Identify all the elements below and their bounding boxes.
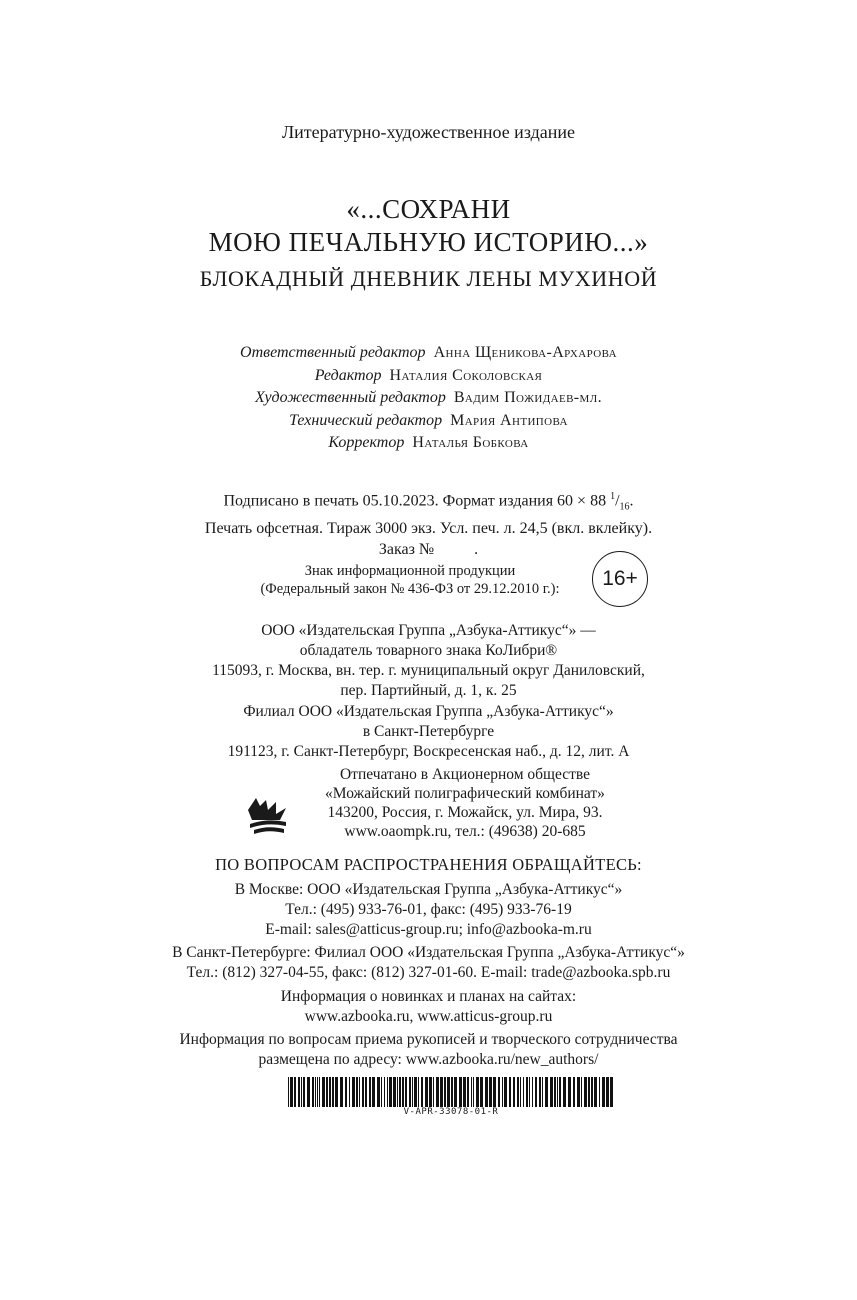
credit-name: Мария Антипова <box>450 411 568 429</box>
book-subtitle: БЛОКАДНЫЙ ДНЕВНИК ЛЕНЫ МУХИНОЙ <box>199 266 658 291</box>
publisher-line1: ООО «Издательская Группа „Азбука-Аттикус“» — <box>261 622 596 639</box>
manuscripts-info <box>0 1030 857 1070</box>
credit-role: Корректор <box>328 434 405 451</box>
sites-line1: Информация о новинках и планах на сайтах: <box>280 988 577 1005</box>
order-number-line: Заказ № . <box>378 540 479 558</box>
credits-list <box>0 342 857 455</box>
format-fraction-denominator: 16 <box>619 501 630 513</box>
manuscripts-line2: размещена по адресу: www.azbooka.ru/new_authors/ <box>258 1051 599 1068</box>
manuscripts-line1: Информация по вопросам приема рукописей и творческого сотрудничества <box>179 1031 678 1048</box>
credit-name: Наталия Соколовская <box>389 366 543 384</box>
credit-name: Вадим Пожидаев-мл. <box>453 389 602 406</box>
moscow-line3: E-mail: sales@atticus-group.ru; info@azbooka-m.ru <box>265 921 592 938</box>
book-title-line1: «...СОХРАНИ <box>346 194 511 224</box>
edition-type: Литературно-художественное издание <box>281 122 576 142</box>
credit-art-editor <box>0 387 857 410</box>
publisher-info <box>0 621 857 701</box>
publisher-line3: 115093, г. Москва, вн. тер. г. муниципальный округ Даниловский, <box>212 662 645 679</box>
distribution-moscow <box>0 880 857 940</box>
printer-line1: Отпечатано в Акционерном обществе <box>339 766 590 783</box>
print-info <box>0 486 857 560</box>
print-signed-text: Подписано в печать 05.10.2023. Формат издания 60 × 88 <box>223 492 611 510</box>
spb-line1: В Санкт-Петербурге: Филиал ООО «Издательская Группа „Азбука-Аттикус“» <box>172 944 685 961</box>
credit-chief-editor <box>0 342 857 365</box>
printer-line4: www.oaompk.ru, тел.: (49638) 20-685 <box>344 823 586 840</box>
moscow-line2: Тел.: (495) 933-76-01, факс: (495) 933-76-19 <box>285 901 572 918</box>
moscow-line1: В Москве: ООО «Издательская Группа „Азбука-Аттикус“» <box>234 881 623 898</box>
book-title-line2: МОЮ ПЕЧАЛЬНУЮ ИСТОРИЮ...» <box>208 227 649 257</box>
distribution-heading: ПО ВОПРОСАМ РАСПРОСТРАНЕНИЯ ОБРАЩАЙТЕСЬ: <box>215 855 642 874</box>
age-notice-line1: Знак информационной продукции <box>304 563 516 579</box>
branch-info <box>0 702 857 762</box>
credit-role: Редактор <box>314 366 382 384</box>
credit-role: Технический редактор <box>289 411 443 429</box>
age-rating-badge: 16+ <box>592 551 648 607</box>
age-notice-line2: (Федеральный закон № 436-ФЗ от 29.12.2010 г.): <box>260 581 560 597</box>
websites-info <box>0 987 857 1027</box>
sites-line2: www.azbooka.ru, www.atticus-group.ru <box>304 1008 553 1025</box>
print-signed-line: Подписано в печать 05.10.2023. Формат издания 60 × 88 $^1/_{16}$. <box>223 491 634 513</box>
branch-line1: Филиал ООО «Издательская Группа „Азбука-Аттикус“» <box>243 703 614 720</box>
printer-logo-icon <box>246 796 288 836</box>
credit-technical-editor <box>0 410 857 433</box>
printer-line2: «Можайский полиграфический комбинат» <box>325 785 605 802</box>
barcode-image <box>288 1077 614 1107</box>
credit-role: Художественный редактор <box>255 389 446 406</box>
distribution-spb <box>0 943 857 983</box>
publisher-line2: обладатель товарного знака КоЛибри® <box>299 642 558 659</box>
printer-line3: 143200, Россия, г. Можайск, ул. Мира, 93. <box>327 804 603 821</box>
credit-proofreader <box>0 432 857 455</box>
branch-line3: 191123, г. Санкт-Петербург, Воскресенская наб., д. 12, лит. А <box>227 743 630 760</box>
credit-name: Анна Щеникова-Архарова <box>433 344 617 361</box>
format-fraction-numerator: 1 <box>610 491 616 502</box>
barcode-code: V-APR-33078-01-R <box>403 1107 499 1117</box>
branch-line2: в Санкт-Петербурге <box>362 723 495 740</box>
credit-role: Ответственный редактор <box>240 344 426 361</box>
spb-line2: Тел.: (812) 327-04-55, факс: (812) 327-01-60. E-mail: trade@azbooka.spb.ru <box>186 964 671 981</box>
credit-name: Наталья Бобкова <box>412 434 529 451</box>
age-rating-notice <box>240 562 580 598</box>
credit-editor <box>0 365 857 388</box>
printer-info <box>300 765 630 841</box>
publisher-line4: пер. Партийный, д. 1, к. 25 <box>340 682 517 699</box>
print-run-line: Печать офсетная. Тираж 3000 экз. Усл. печ. л. 24,5 (вкл. вклейку). <box>204 519 653 537</box>
